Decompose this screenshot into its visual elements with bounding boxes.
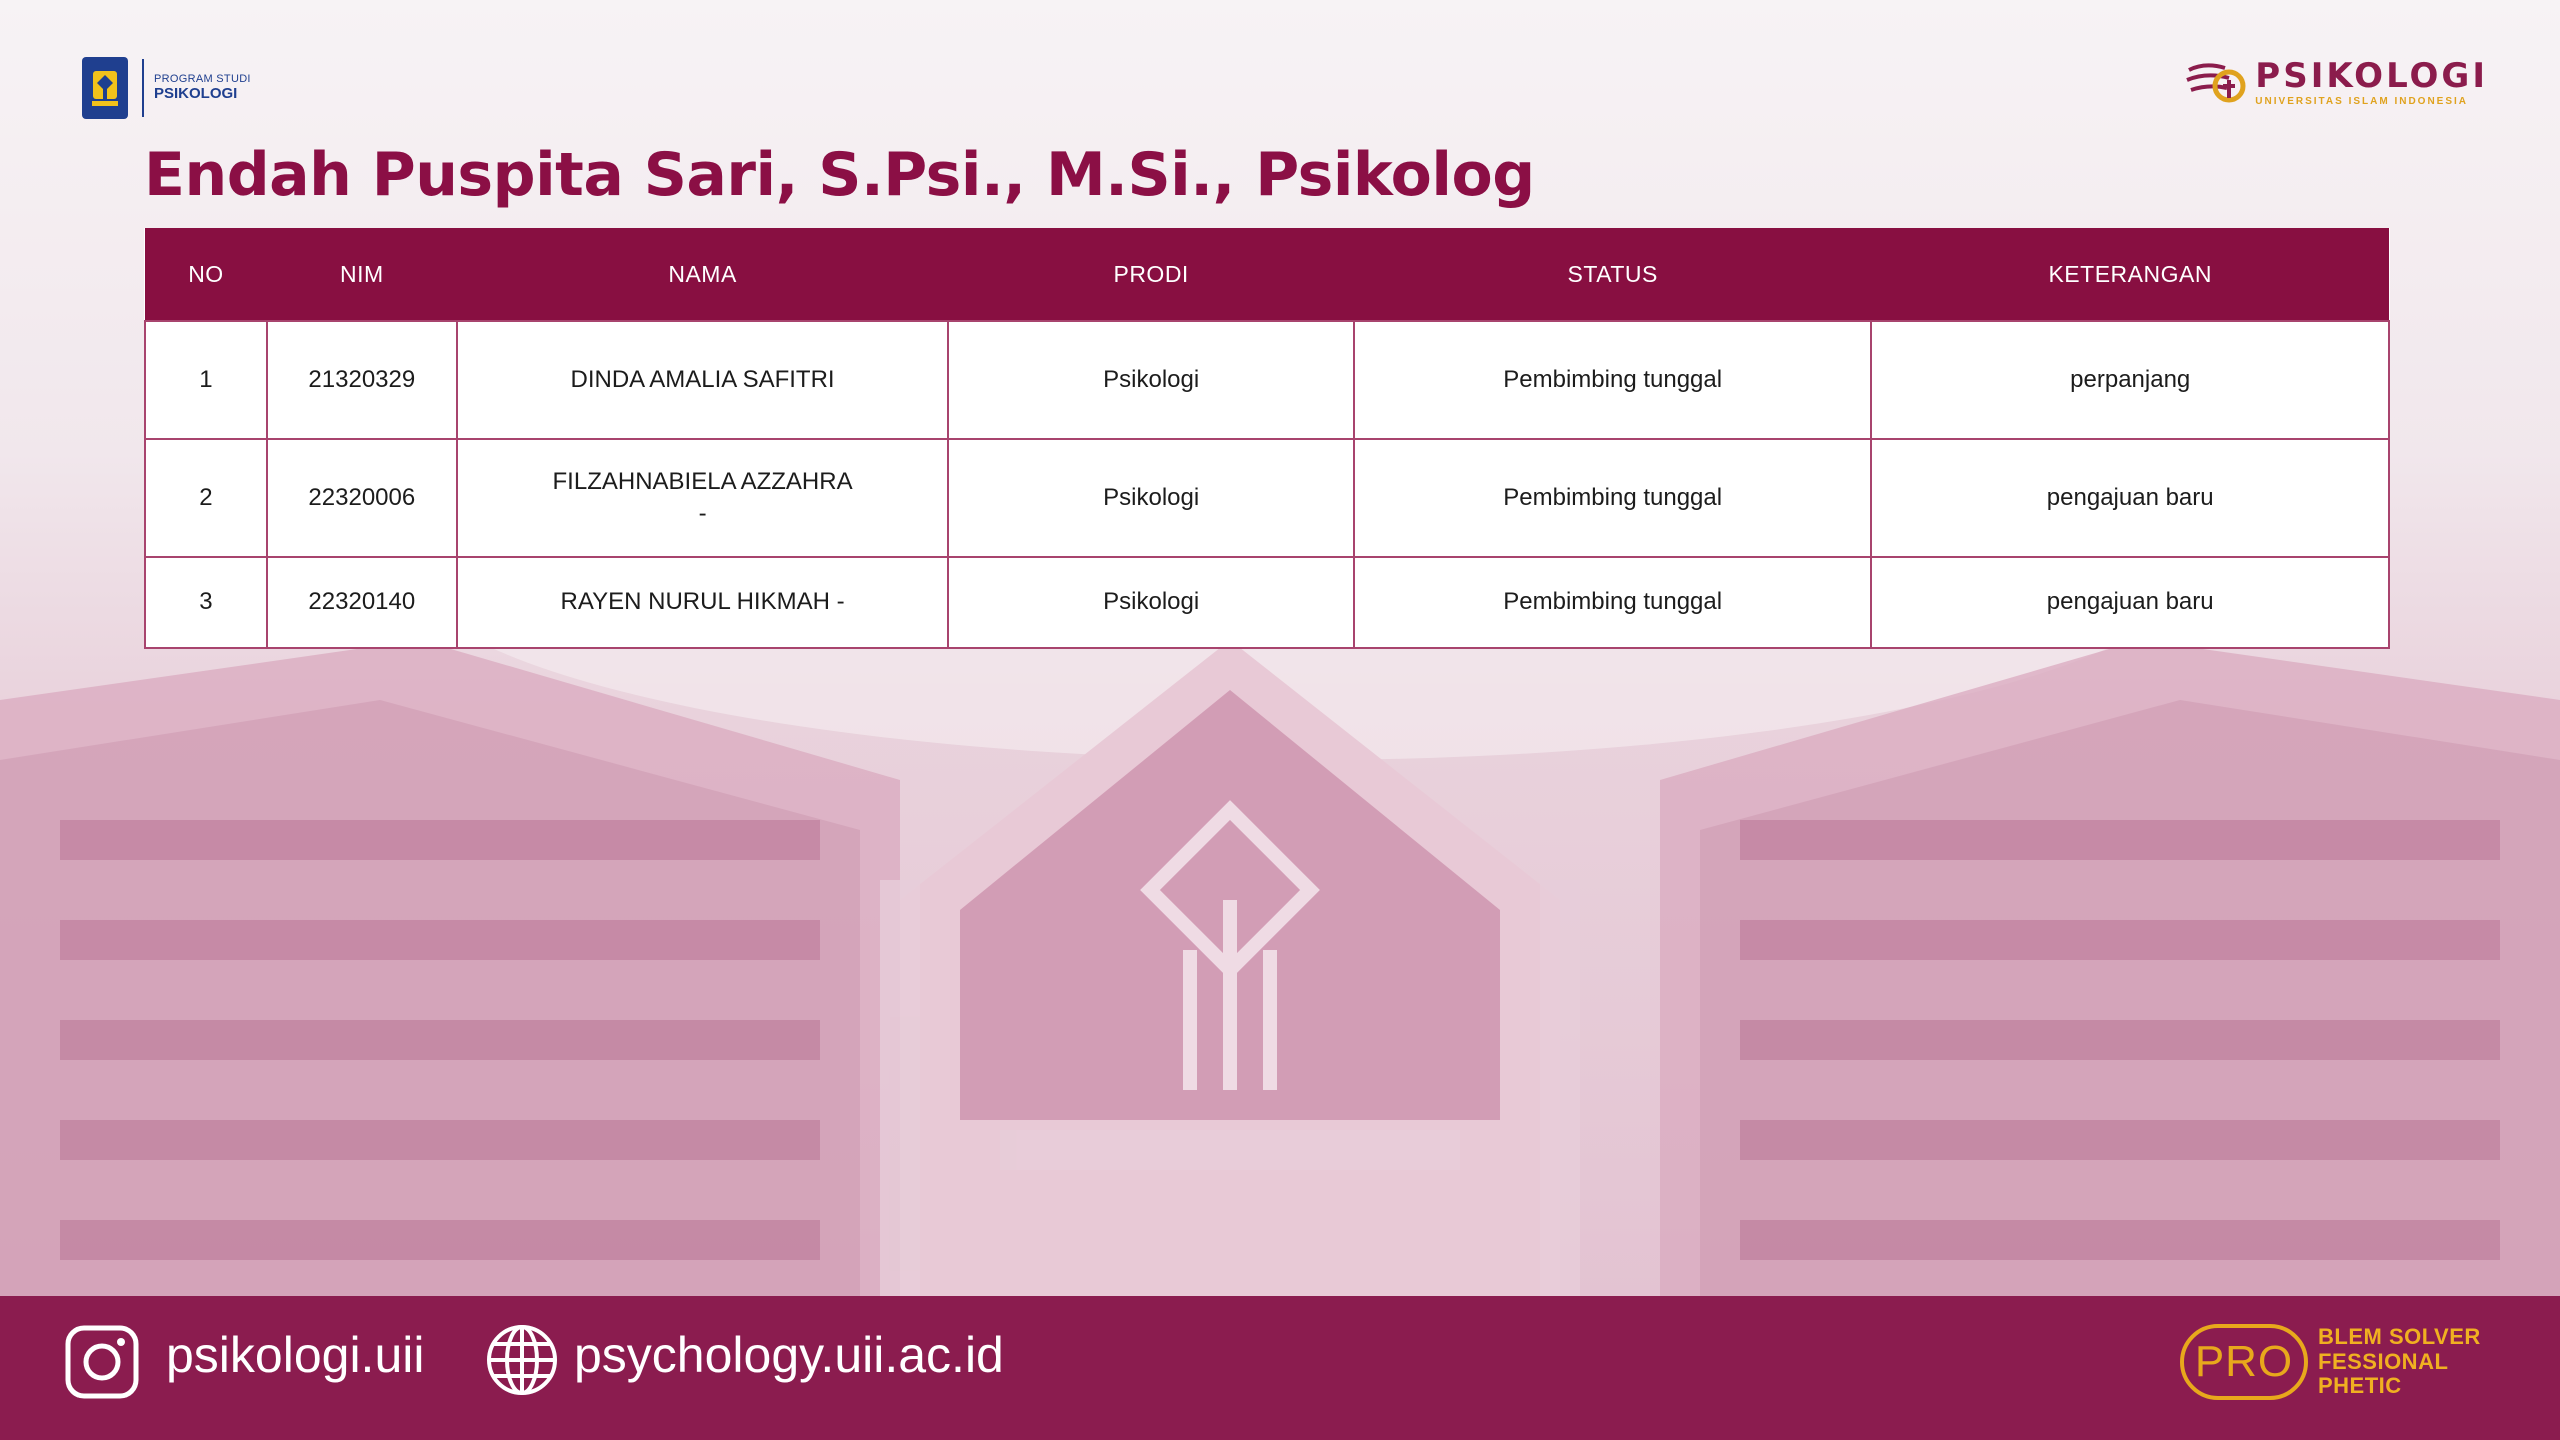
uii-crest-icon [82,57,128,119]
cell-nama-suffix: - [698,500,707,527]
psikologi-uii-logo [2185,58,2488,108]
cell-keterangan: pengajuan baru [1871,557,2389,648]
table-row [145,321,2389,439]
page-title: Endah Puspita Sari, S.Psi., M.Si., Psikolog [144,140,1535,210]
psikologi-logo-subtitle: UNIVERSITAS ISLAM INDONESIA [2255,96,2469,107]
table-row [145,439,2389,557]
cell-status: Pembimbing tunggal [1354,557,1871,648]
header-keterangan: KETERANGAN [1871,228,2389,321]
student-table [144,228,2390,649]
instagram-handle-link[interactable]: psikologi.uii [166,1327,425,1383]
pro-pill: PRO [2180,1324,2308,1400]
uii-logo-divider [142,59,144,117]
cell-status: Pembimbing tunggal [1354,321,1871,439]
cell-nama-text: FILZAHNABIELA AZZAHRA [552,467,853,495]
header-nim: NIM [267,228,457,321]
instagram-icon[interactable] [64,1324,140,1400]
header-status: STATUS [1354,228,1871,321]
cell-no: 2 [145,439,267,557]
cell-prodi: Psikologi [948,557,1354,648]
uii-logo-line2: PSIKOLOGI [154,84,238,102]
pro-motto-badge [2180,1324,2481,1400]
cell-keterangan: perpanjang [1871,321,2389,439]
cell-nim: 22320140 [267,557,457,648]
header-nama: NAMA [457,228,949,321]
cell-nama: RAYEN NURUL HIKMAH - [457,557,949,648]
psikologi-emblem-icon [2185,58,2249,108]
cell-prodi: Psikologi [948,439,1354,557]
psikologi-logo-title: PSIKOLOGI [2255,56,2488,96]
cell-keterangan: pengajuan baru [1871,439,2389,557]
cell-prodi: Psikologi [948,321,1354,439]
uii-logo-line1: PROGRAM STUDI [154,73,251,86]
header-no: NO [145,228,267,321]
cell-no: 1 [145,321,267,439]
cell-status: Pembimbing tunggal [1354,439,1871,557]
pro-line-2: FESSIONAL [2318,1348,2449,1374]
pro-line-1: BLEM SOLVER [2318,1324,2481,1350]
header-prodi: PRODI [948,228,1354,321]
table-row [145,557,2389,648]
pro-line-3: PHETIC [2318,1373,2402,1399]
cell-no: 3 [145,557,267,648]
cell-nim: 22320006 [267,439,457,557]
globe-icon[interactable] [484,1322,560,1398]
cell-nim: 21320329 [267,321,457,439]
website-link[interactable]: psychology.uii.ac.id [574,1327,1004,1383]
uii-psikologi-logo [82,56,251,120]
table-header-row [145,228,2389,321]
cell-nama [457,439,949,557]
cell-nama: DINDA AMALIA SAFITRI [457,321,949,439]
